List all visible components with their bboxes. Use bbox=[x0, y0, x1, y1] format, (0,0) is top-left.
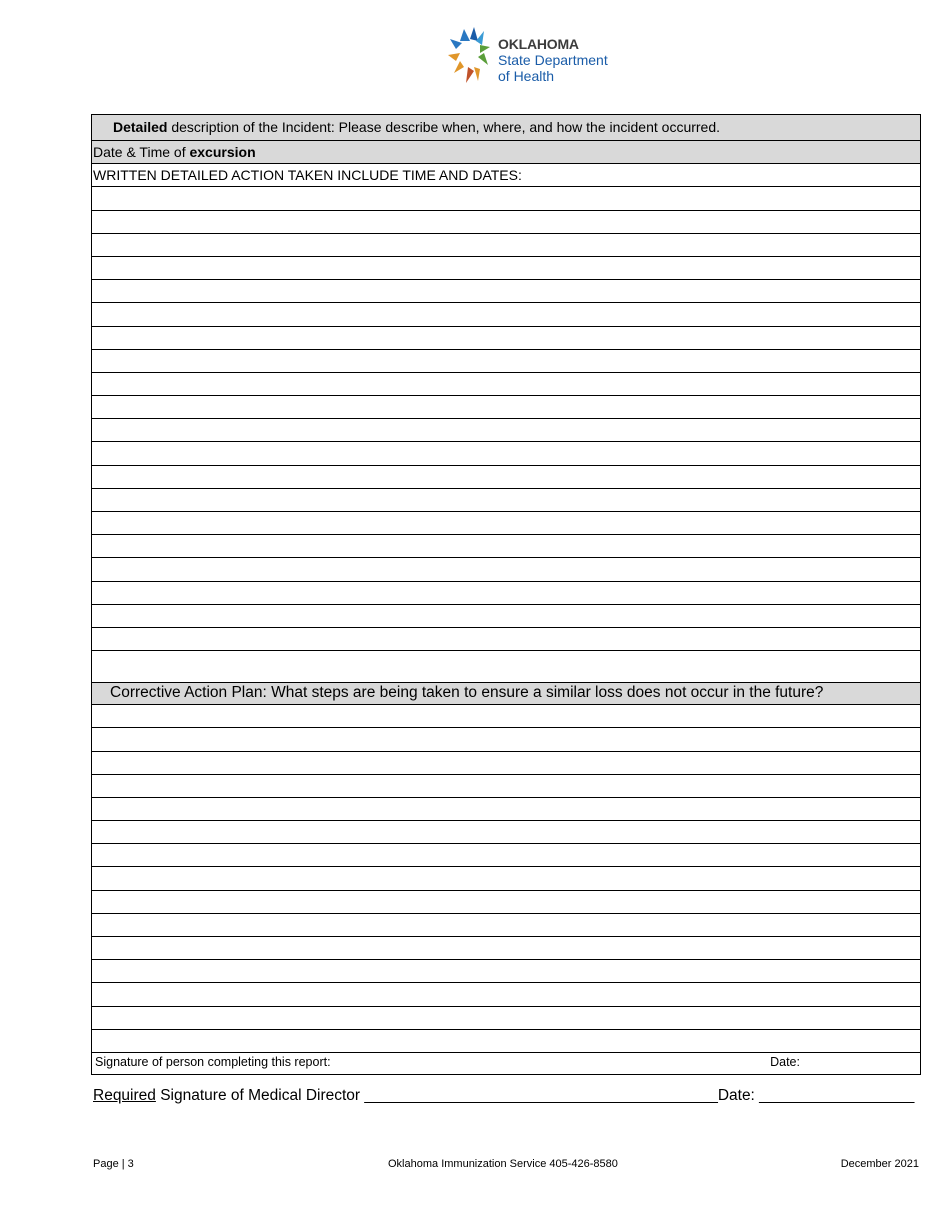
corrective-line[interactable] bbox=[91, 914, 921, 937]
corrective-action-label: Corrective Action Plan: What steps are being taken to ensure a similar loss does not occur in the future? bbox=[110, 684, 824, 702]
signature-row[interactable] bbox=[91, 1053, 921, 1075]
corrective-line[interactable] bbox=[91, 1030, 921, 1053]
datetime-label-bold: excursion bbox=[189, 144, 256, 160]
logo-line-of-health: of Health bbox=[498, 68, 555, 84]
action-line[interactable] bbox=[91, 234, 921, 257]
action-line[interactable] bbox=[91, 187, 921, 210]
incident-header-bold: Detailed bbox=[113, 119, 168, 135]
medical-director-signature-text: Signature of Medical Director _________________________________________Date: __________________ bbox=[155, 1087, 915, 1104]
footer-date: December 2021 bbox=[840, 1158, 919, 1170]
action-line[interactable] bbox=[91, 558, 921, 581]
logo-line-state-department: State Department bbox=[498, 52, 608, 68]
corrective-action-header bbox=[91, 683, 921, 705]
action-line[interactable] bbox=[91, 419, 921, 442]
action-line[interactable] bbox=[91, 489, 921, 512]
corrective-line[interactable] bbox=[91, 844, 921, 867]
signature-label: Signature of person completing this report: bbox=[95, 1054, 331, 1069]
footer-page-number: Page | 3 bbox=[93, 1158, 134, 1170]
action-taken-label-row bbox=[91, 164, 921, 187]
action-line[interactable] bbox=[91, 373, 921, 396]
signature-date-label: Date: bbox=[770, 1054, 800, 1069]
action-line[interactable] bbox=[91, 257, 921, 280]
datetime-row[interactable] bbox=[91, 141, 921, 164]
action-line[interactable] bbox=[91, 442, 921, 465]
corrective-line[interactable] bbox=[91, 891, 921, 914]
star-logo-icon bbox=[444, 25, 498, 87]
action-line[interactable] bbox=[91, 327, 921, 350]
incident-description-header bbox=[91, 114, 921, 141]
action-line[interactable] bbox=[91, 512, 921, 535]
action-line[interactable] bbox=[91, 303, 921, 326]
logo-line-oklahoma: OKLAHOMA bbox=[498, 36, 579, 52]
medical-director-signature-line[interactable] bbox=[93, 1087, 914, 1105]
corrective-line[interactable] bbox=[91, 983, 921, 1006]
action-line[interactable] bbox=[91, 466, 921, 489]
action-line[interactable] bbox=[91, 211, 921, 234]
footer-service-phone: Oklahoma Immunization Service 405-426-8580 bbox=[388, 1158, 618, 1170]
incident-header-text: description of the Incident: Please describe when, where, and how the incident occurred. bbox=[167, 119, 721, 135]
corrective-line[interactable] bbox=[91, 728, 921, 751]
corrective-line[interactable] bbox=[91, 798, 921, 821]
corrective-line[interactable] bbox=[91, 752, 921, 775]
required-word: Required bbox=[93, 1087, 156, 1104]
corrective-line[interactable] bbox=[91, 937, 921, 960]
action-line[interactable] bbox=[91, 628, 921, 651]
action-line[interactable] bbox=[91, 350, 921, 373]
corrective-line[interactable] bbox=[91, 1007, 921, 1030]
corrective-line[interactable] bbox=[91, 867, 921, 890]
action-line[interactable] bbox=[91, 605, 921, 628]
action-line[interactable] bbox=[91, 582, 921, 605]
action-line[interactable] bbox=[91, 651, 921, 683]
corrective-line[interactable] bbox=[91, 705, 921, 728]
action-line[interactable] bbox=[91, 280, 921, 303]
corrective-line[interactable] bbox=[91, 775, 921, 798]
corrective-line[interactable] bbox=[91, 821, 921, 844]
incident-report-form bbox=[91, 114, 921, 1075]
oklahoma-health-logo bbox=[444, 25, 624, 87]
action-taken-label: WRITTEN DETAILED ACTION TAKEN INCLUDE TIME AND DATES: bbox=[93, 167, 522, 184]
action-line[interactable] bbox=[91, 535, 921, 558]
corrective-line[interactable] bbox=[91, 960, 921, 983]
datetime-label: Date & Time of bbox=[93, 144, 190, 160]
action-line[interactable] bbox=[91, 396, 921, 419]
